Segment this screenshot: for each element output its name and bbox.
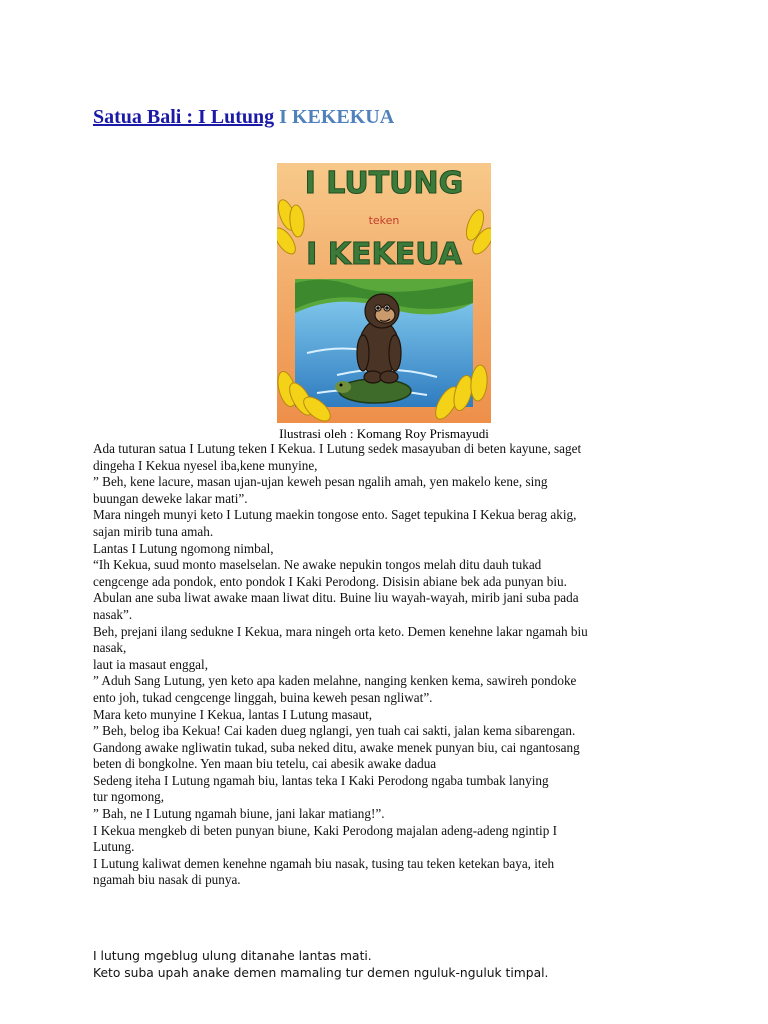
story-line: Ada tuturan satua I Lutung teken I Kekua. I Lutung sedek masayuban di beten kayune, saget bbox=[93, 441, 582, 456]
story-line: buungan deweke lakar mati”. bbox=[93, 490, 248, 506]
story-line: Sedeng iteha I Lutung ngamah biu, lantas teka I Kaki Perodong ngaba tumbak lanying bbox=[93, 772, 549, 788]
story-line: ” Beh, kene lacure, masan ujan-ujan keweh pesan ngalih amah, yen makelo kene, sing bbox=[93, 474, 548, 490]
story-line: Mara keto munyine I Kekua, lantas I Lutung masaut, bbox=[93, 706, 373, 722]
story-line: nasak”. bbox=[93, 606, 133, 622]
story-line: sajan mirib tuna amah. bbox=[93, 523, 214, 539]
story-line: Gandong awake ngliwatin tukad, suba neked ditu, awake menek punyan biu, cai ngantosang bbox=[93, 739, 580, 755]
story-line: nasak, bbox=[93, 640, 127, 656]
cover-title-line1: I LUTUNG bbox=[304, 166, 464, 201]
story-line: ngamah biu nasak di punya. bbox=[93, 872, 241, 888]
story-line: cengcenge ada pondok, ento pondok I Kaki Perodong. Disisin abiane bek ada punyan biu. bbox=[93, 573, 567, 589]
story-line: Abulan ane suba liwat awake maan liwat ditu. Buine liu wayah-wayah, mirib jani suba pada bbox=[93, 590, 579, 606]
title-rest: I KEKEKUA bbox=[279, 106, 395, 128]
story-line: “Ih Kekua, suud monto maselselan. Ne awake nepukin tongos melah ditu dauh tukad bbox=[93, 557, 542, 573]
story-line: dingeha I Kekua nyesel iba,kene munyine, bbox=[93, 457, 318, 473]
story-line: beten di bongkolne. Yen maan biu tetelu, cai abesik awake dadua bbox=[93, 756, 437, 772]
story-line: Lutung. bbox=[93, 839, 135, 855]
story-line: ento joh, tukad cengcenge linggah, buina keweh pesan ngliwat”. bbox=[93, 689, 433, 705]
story-line: ” Beh, belog iba Kekua! Cai kaden dueg nglangi, yen tuah cai sakti, jalan kema sibarengan. bbox=[93, 723, 576, 739]
story-line: Mara ningeh munyi keto I Lutung maekin tongose ento. Saget tepukina I Kekua berag akig, bbox=[93, 507, 577, 523]
story-line: Beh, prejani ilang sedukne I Kekua, mara ningeh orta keto. Demen kenehne lakar ngamah biu bbox=[93, 623, 588, 639]
illustration-caption: Ilustrasi oleh : Komang Roy Prismayudi bbox=[279, 426, 489, 441]
story-line: Lantas I Lutung ngomong nimbal, bbox=[93, 540, 274, 556]
story-line: tur ngomong, bbox=[93, 789, 165, 805]
story-body bbox=[93, 441, 693, 889]
story-line: I Kekua mengkeb di beten punyan biune, Kaki Perodong majalan adeng-adeng ngintip I bbox=[93, 822, 557, 838]
story-line: laut ia masaut enggal, bbox=[93, 656, 208, 672]
cover-title-mid: teken bbox=[368, 214, 400, 227]
cover-illustration bbox=[277, 163, 491, 423]
story-ending bbox=[93, 948, 693, 981]
story-line: I Lutung kaliwat demen kenehne ngamah biu nasak, tusing tau teken ketekan baya, iteh bbox=[93, 855, 555, 871]
story-line: ” Aduh Sang Lutung, yen keto apa kaden melahne, nanging kenken kema, sawireh pondoke bbox=[93, 673, 577, 689]
document-title bbox=[93, 106, 394, 129]
cover-title-line2: I KEKEUA bbox=[306, 237, 462, 272]
story-line: ” Bah, ne I Lutung ngamah biune, jani lakar matiang!”. bbox=[93, 806, 385, 822]
ending-line: I lutung mgeblug ulung ditanahe lantas mati. bbox=[93, 949, 372, 963]
title-link[interactable]: Satua Bali : I Lutung bbox=[93, 106, 275, 128]
ending-line: Keto suba upah anake demen mamaling tur demen nguluk-nguluk timpal. bbox=[93, 965, 549, 980]
